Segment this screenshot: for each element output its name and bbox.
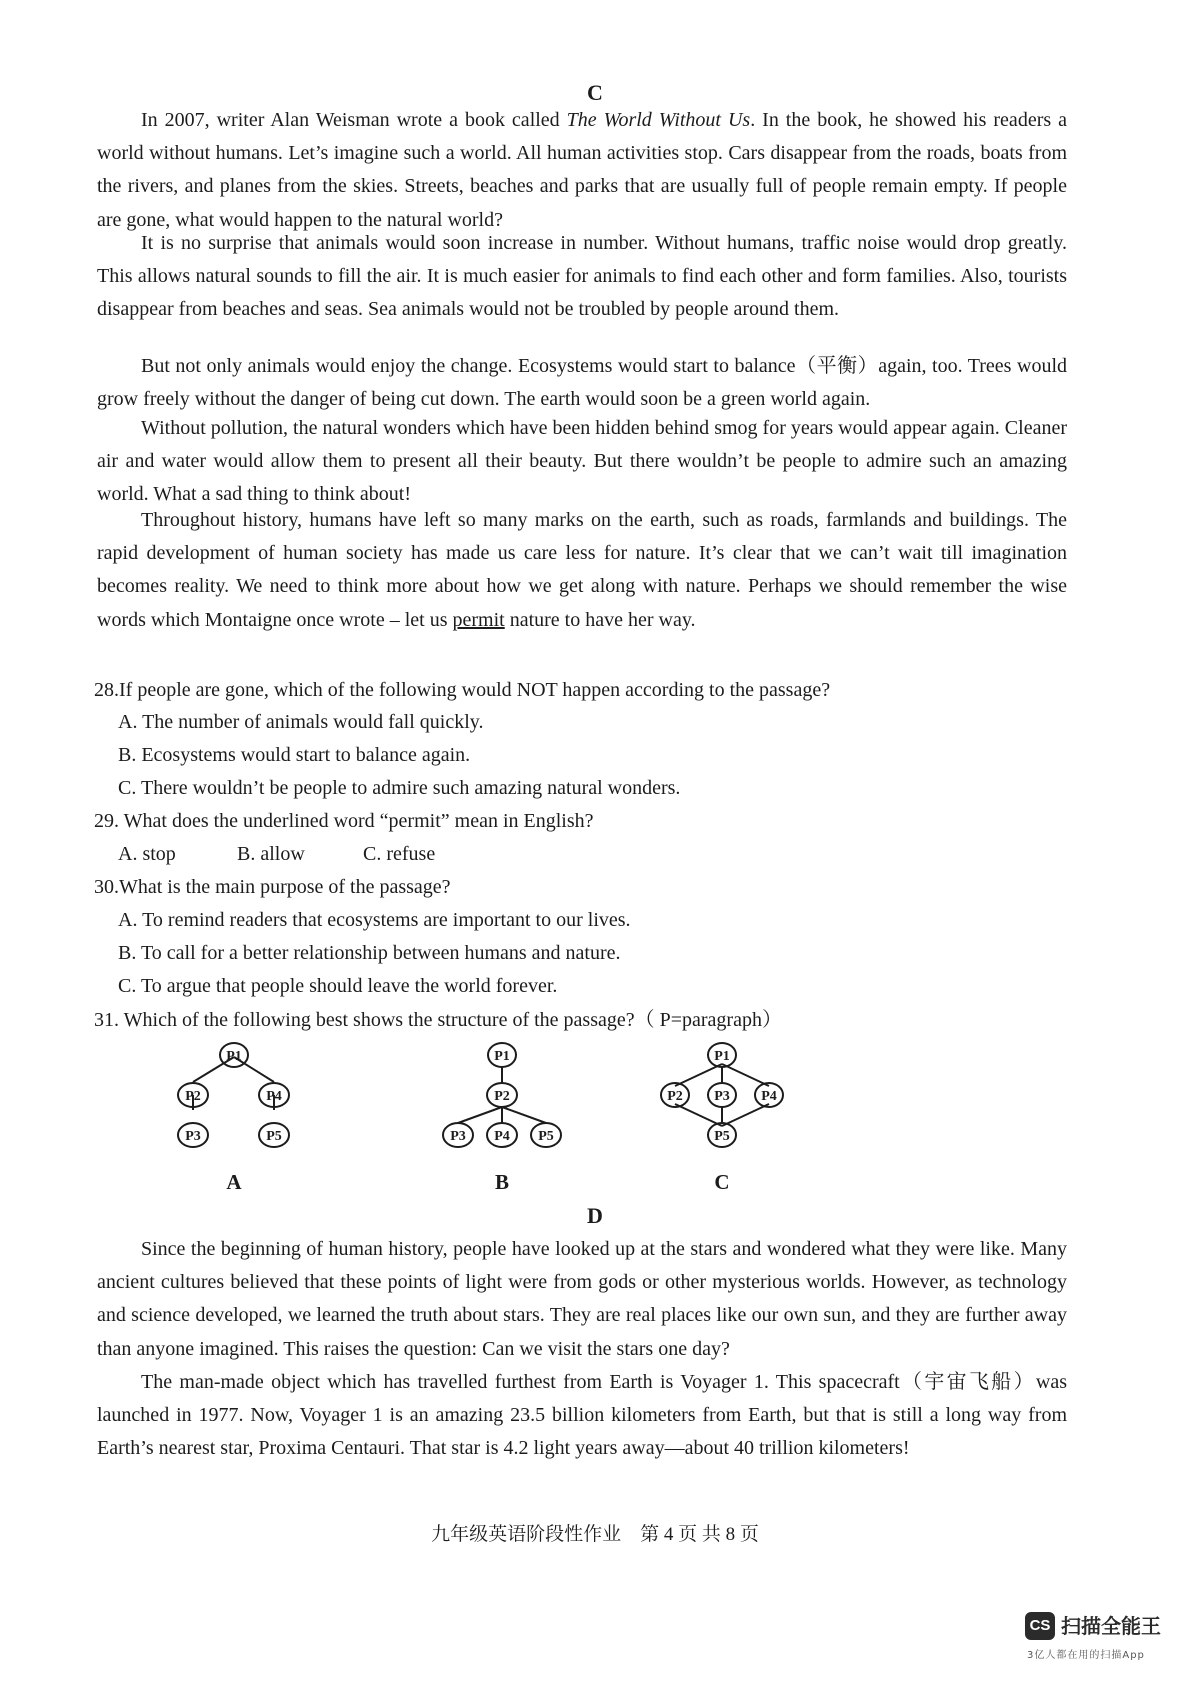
diagram-a-label: A — [226, 1170, 242, 1194]
structure-diagram-b — [437, 1040, 567, 1155]
section-d-heading: D — [587, 1203, 603, 1228]
book-title: The World Without Us — [566, 109, 751, 131]
question-29-option-c: C. refuse — [363, 843, 436, 865]
structure-diagram-c — [655, 1040, 790, 1155]
diagram-b-node-5: P5 — [538, 1129, 554, 1144]
watermark-tagline: 3亿人都在用的扫描App — [1027, 1650, 1145, 1661]
diagram-a-node-2: P2 — [185, 1089, 201, 1104]
diagram-c-node-2: P2 — [667, 1089, 683, 1104]
diagram-b-node-4: P4 — [494, 1129, 510, 1144]
diagram-a-node-3: P4 — [266, 1089, 282, 1104]
diagram-b-label: B — [494, 1170, 509, 1194]
diagram-b-node-2: P2 — [494, 1089, 510, 1104]
camscanner-icon: CS — [1025, 1612, 1055, 1640]
diagram-b-node-3: P3 — [450, 1129, 466, 1144]
structure-diagram-a — [168, 1040, 298, 1155]
scanner-watermark-logo — [1025, 1612, 1175, 1670]
diagram-c-node-4: P4 — [761, 1089, 777, 1104]
underlined-word-permit: permit — [452, 608, 505, 631]
question-28-option-c: C. There wouldn’t be people to admire such amazing natural wonders. — [118, 777, 681, 799]
question-30-option-b: B. To call for a better relationship between humans and nature. — [118, 942, 621, 964]
question-31-stem: 31. Which of the following best shows the structure of the passage?（ P=paragraph） — [94, 1009, 782, 1031]
diagram-c-node-1: P1 — [714, 1049, 730, 1064]
passage-c-paragraph-5: Throughout history, humans have left so many marks on the earth, such as roads, farmlands and buildings. The rapid development of human society has made us care less for nature. It’s clear that we can’t wait till imagination becomes reality. We need to think more about how we get along with nature. Perhaps we should remember the wise words which Montaigne once wrote – let us permit nature to have her way. — [97, 509, 1067, 631]
question-28-stem: 28.If people are gone, which of the following would NOT happen according to the passage? — [94, 679, 831, 701]
question-30-option-c: C. To argue that people should leave the world forever. — [118, 975, 558, 997]
page-footer: 九年级英语阶段性作业 第 4 页 共 8 页 — [431, 1524, 759, 1545]
watermark-app-name: 扫描全能王 — [1061, 1614, 1161, 1638]
diagram-c-node-5: P5 — [714, 1129, 730, 1144]
question-28-option-b: B. Ecosystems would start to balance again. — [118, 744, 471, 766]
diagram-b-node-1: P1 — [494, 1049, 510, 1064]
question-29-stem: 29. What does the underlined word “permit” mean in English? — [94, 810, 594, 832]
diagram-c-label: C — [714, 1170, 730, 1194]
passage-d-paragraph-1: Since the beginning of human history, people have looked up at the stars and wondered what they were like. Many ancient cultures believed that these points of light were from gods or other mysterious worlds. However, as technology and science developed, we learned the truth about stars. They are real places like our own sun, and they are further away than anyone imagined. This raises the question: Can we visit the stars one day? — [97, 1238, 1067, 1360]
diagram-a-node-4: P3 — [185, 1129, 201, 1144]
question-29-option-a: A. stop — [118, 843, 176, 865]
passage-c-paragraph-3: But not only animals would enjoy the change. Ecosystems would start to balance（平衡）again, too. Trees would grow freely without the danger of being cut down. The earth would soon be a green world again. — [97, 355, 1067, 411]
passage-c-paragraph-4: Without pollution, the natural wonders which have been hidden behind smog for years would appear again. Cleaner air and water would allow them to present all their beauty. But there wouldn’t be people to admire such an amazing world. What a sad thing to think about! — [97, 417, 1067, 506]
passage-c-paragraph-1: In 2007, writer Alan Weisman wrote a book called The World Without Us. In the book, he showed his readers a world without humans. Let’s imagine such a world. All human activities stop. Cars disappear from the roads, boats from the rivers, and planes from the skies. Streets, beaches and parks that are usually full of people remain empty. If people are gone, what would happen to the natural world? — [97, 109, 1067, 231]
section-c-heading: C — [587, 80, 603, 105]
passage-d-paragraph-2: The man-made object which has travelled furthest from Earth is Voyager 1. This spacecraft（宇宙飞船）was launched in 1977. Now, Voyager 1 is an amazing 23.5 billion kilometers from Earth, but that is still a long way from Earth’s nearest star, Proxima Centauri. That star is 4.2 light years away—about 40 trillion kilometers! — [97, 1371, 1067, 1460]
passage-c-paragraph-2: It is no surprise that animals would soon increase in number. Without humans, traffic noise would drop greatly. This allows natural sounds to fill the air. It is much easier for animals to find each other and form families. Also, tourists disappear from beaches and seas. Sea animals would not be troubled by people around them. — [97, 232, 1067, 321]
diagram-c-node-3: P3 — [714, 1089, 730, 1104]
diagram-a-node-1: P1 — [226, 1049, 242, 1064]
question-29-option-b: B. allow — [237, 843, 305, 865]
question-28-option-a: A. The number of animals would fall quickly. — [118, 711, 484, 733]
diagram-a-node-5: P5 — [266, 1129, 282, 1144]
question-30-stem: 30.What is the main purpose of the passage? — [94, 876, 451, 898]
question-30-option-a: A. To remind readers that ecosystems are important to our lives. — [118, 909, 631, 931]
